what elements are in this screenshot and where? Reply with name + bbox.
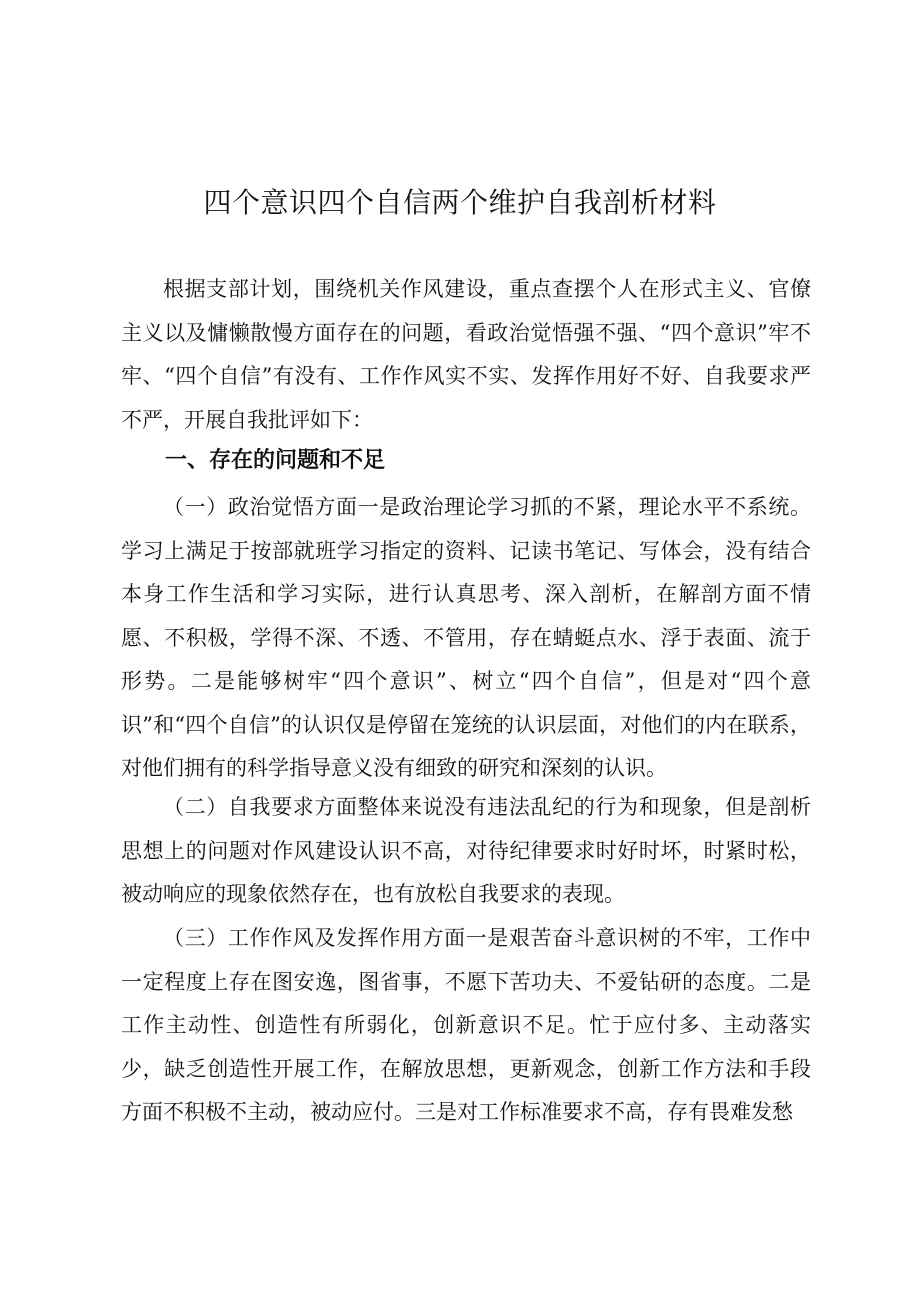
intro-paragraph: 根据支部计划，围绕机关作风建设，重点查摆个人在形式主义、官僚主义以及慵懒散慢方面存在的问题，看政治觉悟强不强、“四个意识”牢不牢、“四个自信”有没有、工作作风实不实、发挥作用好不好、自我要求严不严，开展自我批评如下： <box>121 277 811 432</box>
document-title: 四个意识四个自信两个维护自我剖析材料 <box>203 186 717 219</box>
paragraph-political-awareness: （一）政治觉悟方面一是政治理论学习抓的不紧，理论水平不系统。学习上满足于按部就班学习指定的资料、记读书笔记、写体会，没有结合本身工作生活和学习实际，进行认真思考、深入剖析，在解剖方面不情愿、不积极，学得不深、不透、不管用，存在蜻蜓点水、浮于表面、流于形势。二是能够树牢“四个意识”、树立“四个自信”，但是对“四个意识”和“四个自信”的认识仅是停留在笼统的认识层面，对他们的内在联系，对他们拥有的科学指导意义没有细致的研究和深刻的认识。 <box>121 495 811 780</box>
section-heading-problems: 一、存在的问题和不足 <box>165 448 386 473</box>
paragraph-self-requirements: （二）自我要求方面整体来说没有违法乱纪的行为和现象，但是剖析思想上的问题对作风建设认识不高，对待纪律要求时好时坏，时紧时松，被动响应的现象依然存在，也有放松自我要求的表现。 <box>121 795 811 906</box>
paragraph-work-style: （三）工作作风及发挥作用方面一是艰苦奋斗意识树的不牢，工作中一定程度上存在图安逸，图省事，不愿下苦功夫、不爱钻研的态度。二是工作主动性、创造性有所弱化，创新意识不足。忙于应付多、主动落实少，缺乏创造性开展工作，在解放思想，更新观念，创新工作方法和手段方面不积极不主动，被动应付。三是对工作标准要求不高，存有畏难发愁 <box>121 926 811 1124</box>
